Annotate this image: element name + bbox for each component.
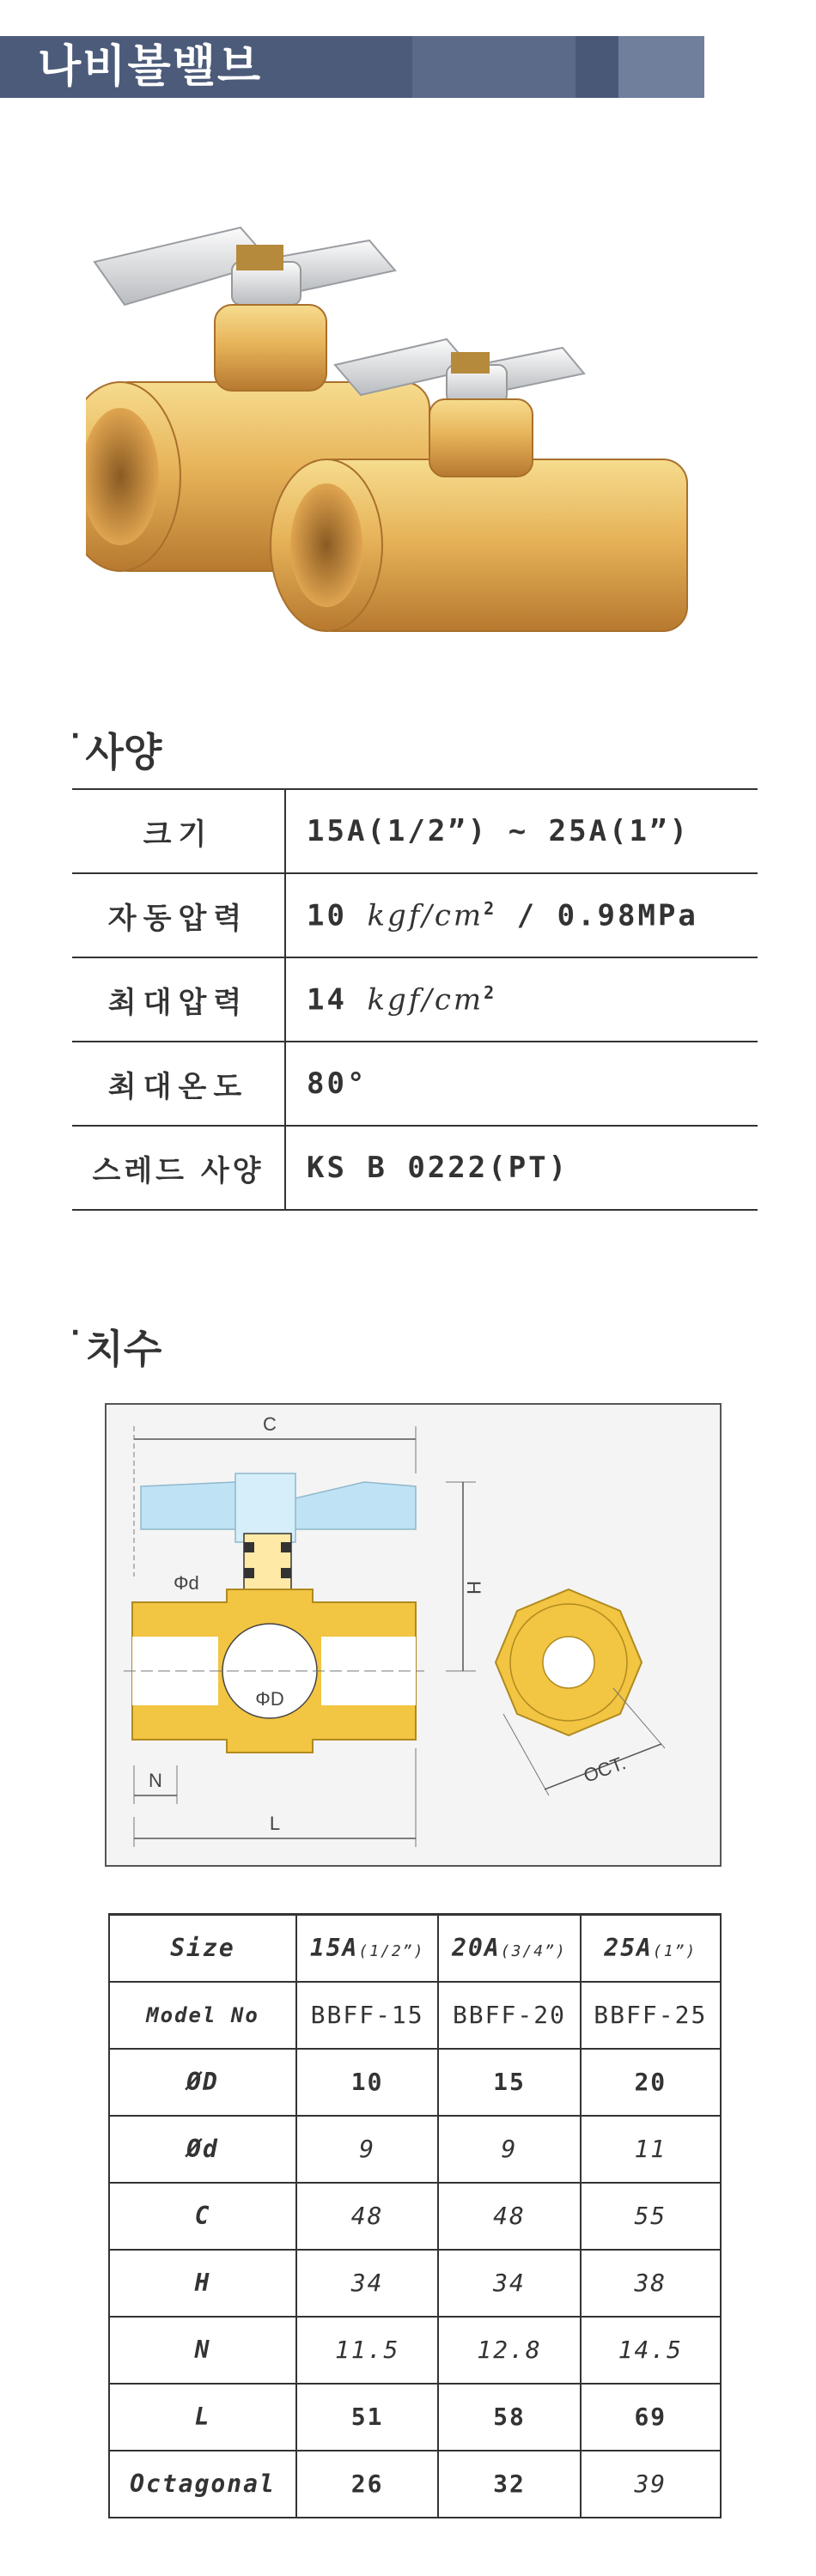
spec-row [72, 1126, 758, 1210]
row-header: H [109, 2250, 296, 2317]
spec-label: 최대압력 [72, 957, 285, 1042]
table-cell: 15 [438, 2049, 580, 2116]
table-cell: 11.5 [296, 2317, 438, 2384]
spec-value: KS B 0222(PT) [285, 1126, 758, 1210]
page-title: 나비볼밸브 [38, 41, 263, 93]
table-row [109, 2183, 721, 2250]
spec-value: 15A(1/2”) ~ 25A(1”) [285, 789, 758, 873]
spec-table [72, 788, 758, 1211]
dimension-drawing-svg [107, 1405, 720, 1865]
table-cell: BBFF-25 [581, 1982, 721, 2049]
row-header: Ød [109, 2116, 296, 2183]
column-header: 25A(1”) [581, 1915, 721, 1982]
table-row [109, 2250, 721, 2317]
label-c: C [263, 1413, 277, 1435]
table-cell: 34 [296, 2250, 438, 2317]
spec-value: 10 kgf/$cm^2 / 0.98MPa$ [285, 873, 758, 957]
table-header-row [109, 1915, 721, 1982]
table-cell: BBFF-20 [438, 1982, 580, 2049]
table-row [109, 1982, 721, 2049]
label-n: N [149, 1770, 162, 1791]
title-banner-stripe-dark [575, 36, 618, 98]
table-row [109, 2049, 721, 2116]
table-cell: 39 [581, 2451, 721, 2518]
column-header: 15A(1/2”) [296, 1915, 438, 1982]
table-cell: 10 [296, 2049, 438, 2116]
spec-label: 자동압력 [72, 873, 285, 957]
table-cell: 69 [581, 2384, 721, 2451]
row-header: N [109, 2317, 296, 2384]
table-cell: 32 [438, 2451, 580, 2518]
spec-row [72, 789, 758, 873]
spec-label: 크기 [72, 789, 285, 873]
table-row [109, 2317, 721, 2384]
table-cell: 20 [581, 2049, 721, 2116]
dimension-table [108, 1913, 722, 2518]
label-l: L [269, 1813, 281, 1834]
table-cell: 48 [438, 2183, 580, 2250]
spec-value: 80° [285, 1042, 758, 1126]
table-row [109, 2384, 721, 2451]
corner-header: Size [109, 1915, 296, 1982]
column-header: 20A(3/4”) [438, 1915, 580, 1982]
table-cell: 38 [581, 2250, 721, 2317]
table-cell: 26 [296, 2451, 438, 2518]
table-cell: 48 [296, 2183, 438, 2250]
table-cell: 55 [581, 2183, 721, 2250]
spec-label: 최대온도 [72, 1042, 285, 1126]
table-row [109, 2451, 721, 2518]
dimension-drawing [105, 1403, 722, 1867]
table-cell: 12.8 [438, 2317, 580, 2384]
table-cell: 34 [438, 2250, 580, 2317]
table-cell: 58 [438, 2384, 580, 2451]
label-h: H [463, 1581, 484, 1595]
row-header: L [109, 2384, 296, 2451]
table-row [109, 2116, 721, 2183]
table-cell: BBFF-15 [296, 1982, 438, 2049]
spec-label: 스레드 사양 [72, 1126, 285, 1210]
row-header: Octagonal [109, 2451, 296, 2518]
table-cell: 14.5 [581, 2317, 721, 2384]
spec-heading: · 사양 [70, 721, 162, 775]
dimension-heading: · 치수 [70, 1318, 162, 1372]
table-cell: 9 [438, 2116, 580, 2183]
spec-row [72, 1042, 758, 1126]
label-oct: OCT. [581, 1752, 629, 1787]
table-cell: 51 [296, 2384, 438, 2451]
label-phi-d-small: Φd [174, 1572, 199, 1594]
title-banner-stripe [412, 36, 575, 98]
label-phi-d-large: ΦD [255, 1688, 284, 1710]
row-header: ØD [109, 2049, 296, 2116]
table-cell: 11 [581, 2116, 721, 2183]
spec-row [72, 873, 758, 957]
spec-row [72, 957, 758, 1042]
product-photo [86, 210, 704, 657]
row-header: Model No [109, 1982, 296, 2049]
row-header: C [109, 2183, 296, 2250]
spec-value: 14 kgf/$cm^2$ [285, 957, 758, 1042]
table-cell: 9 [296, 2116, 438, 2183]
